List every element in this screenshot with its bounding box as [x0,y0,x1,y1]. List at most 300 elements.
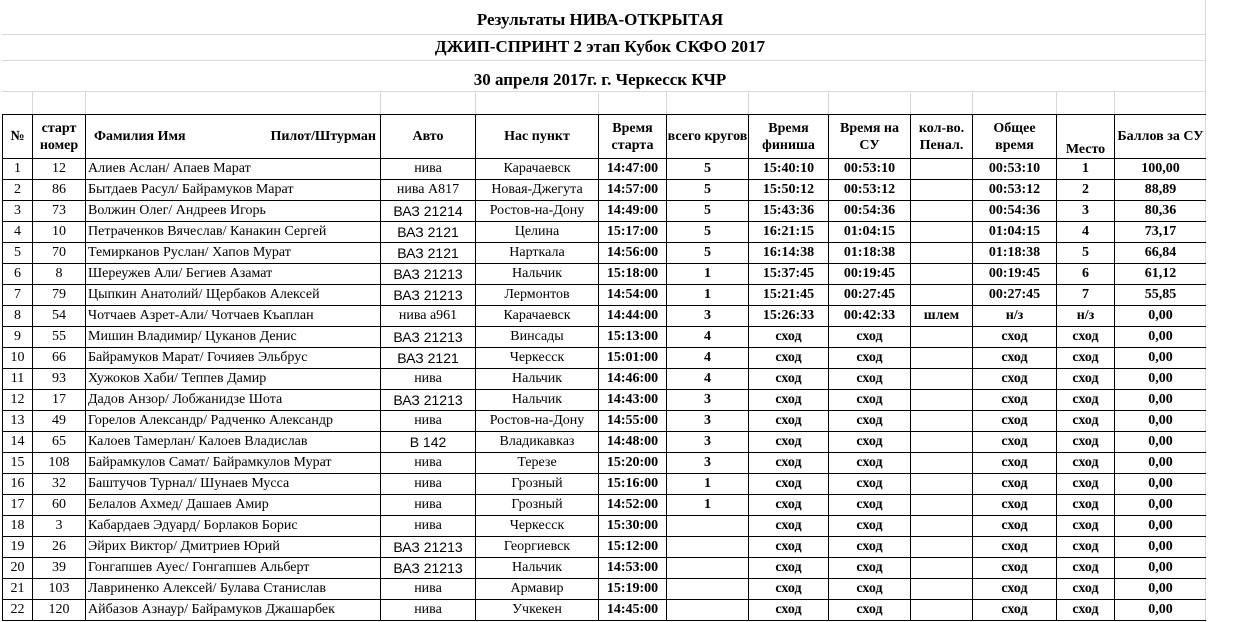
start-time-cell: 15:30:00 [599,516,667,537]
city-cell: Карачаевск [476,306,599,327]
results-title: Результаты НИВА-ОТКРЫТАЯ [476,10,724,29]
city-cell: Нарткала [476,243,599,264]
grid-line [748,92,749,114]
start-time-cell: 14:43:00 [599,390,667,411]
place-cell: сход [1057,600,1115,621]
row-number-cell: 4 [3,222,33,243]
total-time-cell: 00:53:10 [973,159,1057,180]
start-time-cell: 14:54:00 [599,285,667,306]
city-cell: Лермонтов [476,285,599,306]
start-number-cell: 65 [33,432,86,453]
total-time-cell: 00:53:12 [973,180,1057,201]
place-cell: сход [1057,348,1115,369]
start-time-cell: 14:44:00 [599,306,667,327]
start-number-cell: 93 [33,369,86,390]
points-cell: 0,00 [1115,453,1207,474]
place-cell: сход [1057,537,1115,558]
su-time-cell: 00:53:10 [829,159,911,180]
su-time-cell: сход [829,411,911,432]
su-time-cell: сход [829,600,911,621]
grid-line [32,92,33,114]
table-row [3,516,1207,537]
start-time-cell: 15:19:00 [599,579,667,600]
penalties-cell [911,600,973,621]
car-cell: В 142 [381,432,476,453]
su-time-cell: сход [829,453,911,474]
total-time-cell: сход [973,474,1057,495]
car-cell: нива А817 [381,180,476,201]
crew-name-cell: Кабардаев Эдуард/ Борлаков Борис [86,516,381,537]
penalties-cell [911,369,973,390]
finish-time-cell: 16:14:38 [749,243,829,264]
laps-cell: 3 [667,411,749,432]
laps-cell: 5 [667,180,749,201]
finish-time-cell: сход [749,432,829,453]
penalties-cell [911,159,973,180]
finish-time-cell: сход [749,453,829,474]
total-time-cell: сход [973,537,1057,558]
grid-line [475,92,476,114]
start-number-cell: 120 [33,600,86,621]
crew-name-cell: Цыпкин Анатолий/ Щербаков Алексей [86,285,381,306]
place-cell: сход [1057,516,1115,537]
row-number-cell: 3 [3,201,33,222]
row-number-cell: 22 [3,600,33,621]
city-cell: Армавир [476,579,599,600]
place-cell: н/з [1057,306,1115,327]
start-time-cell: 14:53:00 [599,558,667,579]
su-time-cell: сход [829,537,911,558]
table-row [3,369,1207,390]
header-penalties [911,115,973,159]
header-num: № [3,115,33,159]
city-cell: Владикавказ [476,432,599,453]
total-time-cell: 00:27:45 [973,285,1057,306]
total-time-cell: сход [973,369,1057,390]
start-number-cell: 54 [33,306,86,327]
row-number-cell: 7 [3,285,33,306]
row-number-cell: 10 [3,348,33,369]
points-cell: 66,84 [1115,243,1207,264]
start-number-cell: 70 [33,243,86,264]
start-number-cell: 12 [33,159,86,180]
crew-name-cell: Волжин Олег/ Андреев Игорь [86,201,381,222]
grid-line [666,92,667,114]
start-number-cell: 10 [33,222,86,243]
penalties-cell [911,264,973,285]
laps-cell [667,558,749,579]
place-cell: сход [1057,558,1115,579]
laps-cell: 5 [667,159,749,180]
crew-name-cell: Айбазов Азнаур/ Байрамуков Джашарбек [86,600,381,621]
points-cell: 0,00 [1115,432,1207,453]
start-number-cell: 103 [33,579,86,600]
title-row-1 [2,0,1206,35]
car-cell: нива а961 [381,306,476,327]
start-number-cell: 55 [33,327,86,348]
finish-time-cell: сход [749,495,829,516]
table-row [3,285,1207,306]
points-cell: 0,00 [1115,327,1207,348]
su-time-cell: сход [829,327,911,348]
start-time-cell: 14:57:00 [599,180,667,201]
start-number-cell: 8 [33,264,86,285]
laps-cell: 5 [667,243,749,264]
results-table [2,114,1206,621]
finish-time-cell: сход [749,579,829,600]
finish-time-cell: сход [749,600,829,621]
table-row [3,558,1207,579]
place-cell: сход [1057,453,1115,474]
start-number-cell: 86 [33,180,86,201]
header-laps-label: всего кругов [667,129,748,144]
start-number-cell: 79 [33,285,86,306]
crew-name-cell: Байрамуков Марат/ Гочияев Эльбрус [86,348,381,369]
points-cell: 0,00 [1115,369,1207,390]
table-row [3,495,1207,516]
car-cell: нива [381,516,476,537]
start-time-cell: 14:47:00 [599,159,667,180]
place-cell: сход [1057,411,1115,432]
start-number-cell: 32 [33,474,86,495]
grid-line [1114,92,1115,114]
grid-line [972,92,973,114]
laps-cell: 3 [667,390,749,411]
points-cell: 80,36 [1115,201,1207,222]
crew-name-cell: Дадов Анзор/ Лобжанидзе Шота [86,390,381,411]
city-cell: Ростов-на-Дону [476,411,599,432]
header-name-label: Фамилия Имя [94,129,186,144]
table-row [3,453,1207,474]
car-cell: ВАЗ 21213 [381,264,476,285]
crew-name-cell: Гонгапшев Ауес/ Гонгапшев Альберт [86,558,381,579]
start-number-cell: 66 [33,348,86,369]
total-time-cell: сход [973,432,1057,453]
penalties-cell [911,411,973,432]
total-time-cell: 00:54:36 [973,201,1057,222]
header-finish-time [749,115,829,159]
finish-time-cell: сход [749,558,829,579]
su-time-cell: 00:53:12 [829,180,911,201]
header-su-time-label: Время на СУ [839,120,899,153]
points-cell: 0,00 [1115,390,1207,411]
crew-name-cell: Алиев Аслан/ Апаев Марат [86,159,381,180]
place-cell: 7 [1057,285,1115,306]
car-cell: нива [381,495,476,516]
crew-name-cell: Горелов Александр/ Радченко Александр [86,411,381,432]
place-cell: сход [1057,327,1115,348]
place-cell: сход [1057,369,1115,390]
laps-cell: 1 [667,474,749,495]
header-city: Нас пункт [476,115,599,159]
crew-name-cell: Баштучов Турнал/ Шунаев Мусса [86,474,381,495]
start-number-cell: 49 [33,411,86,432]
points-cell: 55,85 [1115,285,1207,306]
table-row [3,327,1207,348]
su-time-cell: сход [829,432,911,453]
penalties-cell: шлем [911,306,973,327]
start-number-cell: 3 [33,516,86,537]
row-number-cell: 5 [3,243,33,264]
start-time-cell: 15:01:00 [599,348,667,369]
header-points-label: Баллов за СУ [1117,129,1204,144]
place-cell: 5 [1057,243,1115,264]
penalties-cell [911,285,973,306]
su-time-cell: 00:54:36 [829,201,911,222]
penalties-cell [911,537,973,558]
start-number-cell: 39 [33,558,86,579]
header-laps [667,115,749,159]
laps-cell: 3 [667,306,749,327]
su-time-cell: 01:18:38 [829,243,911,264]
header-su-time [829,115,911,159]
table-row [3,201,1207,222]
header-total-time [973,115,1057,159]
start-time-cell: 14:55:00 [599,411,667,432]
total-time-cell: сход [973,411,1057,432]
su-time-cell: сход [829,558,911,579]
city-cell: Ростов-на-Дону [476,201,599,222]
su-time-cell: сход [829,516,911,537]
points-cell: 61,12 [1115,264,1207,285]
su-time-cell: 00:27:45 [829,285,911,306]
finish-time-cell: 16:21:15 [749,222,829,243]
start-time-cell: 15:20:00 [599,453,667,474]
header-start-number-label: старт номер [39,120,79,153]
su-time-cell: сход [829,348,911,369]
points-cell: 0,00 [1115,537,1207,558]
header-points [1115,115,1207,159]
total-time-cell: сход [973,579,1057,600]
car-cell: нива [381,600,476,621]
row-number-cell: 6 [3,264,33,285]
car-cell: нива [381,411,476,432]
laps-cell: 5 [667,222,749,243]
penalties-cell [911,348,973,369]
title-row-3 [2,61,1206,92]
su-time-cell: 01:04:15 [829,222,911,243]
penalties-cell [911,222,973,243]
row-number-cell: 13 [3,411,33,432]
points-cell: 0,00 [1115,348,1207,369]
row-number-cell: 20 [3,558,33,579]
title-row-2 [2,35,1206,61]
place-cell: сход [1057,474,1115,495]
header-start-number [33,115,86,159]
city-cell: Нальчик [476,558,599,579]
finish-time-cell: 15:40:10 [749,159,829,180]
finish-time-cell: сход [749,516,829,537]
car-cell: нива [381,474,476,495]
crew-name-cell: Калоев Тамерлан/ Калоев Владислав [86,432,381,453]
laps-cell: 1 [667,285,749,306]
row-number-cell: 14 [3,432,33,453]
su-time-cell: 00:19:45 [829,264,911,285]
table-row [3,180,1207,201]
laps-cell: 1 [667,264,749,285]
su-time-cell: 00:42:33 [829,306,911,327]
start-time-cell: 14:46:00 [599,369,667,390]
city-cell: Нальчик [476,264,599,285]
row-number-cell: 12 [3,390,33,411]
penalties-cell [911,453,973,474]
car-cell: нива [381,453,476,474]
penalties-cell [911,516,973,537]
penalties-cell [911,201,973,222]
place-cell: сход [1057,432,1115,453]
finish-time-cell: сход [749,390,829,411]
points-cell: 0,00 [1115,516,1207,537]
table-row [3,159,1207,180]
crew-name-cell: Байрамкулов Самат/ Байрамкулов Мурат [86,453,381,474]
start-time-cell: 14:45:00 [599,600,667,621]
row-number-cell: 15 [3,453,33,474]
total-time-cell: сход [973,453,1057,474]
city-cell: Карачаевск [476,159,599,180]
penalties-cell [911,243,973,264]
table-row [3,348,1207,369]
city-cell: Целина [476,222,599,243]
laps-cell [667,600,749,621]
total-time-cell: 01:04:15 [973,222,1057,243]
total-time-cell: сход [973,390,1057,411]
city-cell: Черкесск [476,516,599,537]
row-number-cell: 9 [3,327,33,348]
city-cell: Терезе [476,453,599,474]
spreadsheet [2,0,1206,622]
laps-cell: 4 [667,348,749,369]
start-number-cell: 26 [33,537,86,558]
city-cell: Новая-Джегута [476,180,599,201]
city-cell: Учкекен [476,600,599,621]
row-number-cell: 19 [3,537,33,558]
start-time-cell: 15:16:00 [599,474,667,495]
row-number-cell: 2 [3,180,33,201]
su-time-cell: сход [829,390,911,411]
city-cell: Грозный [476,495,599,516]
car-cell: ВАЗ 21213 [381,327,476,348]
finish-time-cell: сход [749,537,829,558]
su-time-cell: сход [829,495,911,516]
crew-name-cell: Чотчаев Азрет-Али/ Чотчаев Къаплан [86,306,381,327]
row-number-cell: 8 [3,306,33,327]
crew-name-cell: Петраченков Вячеслав/ Канакин Сергей [86,222,381,243]
table-row [3,411,1207,432]
laps-cell: 1 [667,495,749,516]
header-role-label: Пилот/Штурман [270,129,376,144]
header-name [86,115,381,159]
table-row [3,243,1207,264]
grid-line [85,92,86,114]
grid-line [828,92,829,114]
row-number-cell: 11 [3,369,33,390]
start-time-cell: 14:48:00 [599,432,667,453]
header-start-time-label: Время старта [611,120,654,153]
total-time-cell: сход [973,516,1057,537]
crew-name-cell: Белалов Ахмед/ Дашаев Амир [86,495,381,516]
laps-cell [667,516,749,537]
total-time-cell: сход [973,327,1057,348]
start-time-cell: 15:18:00 [599,264,667,285]
su-time-cell: сход [829,474,911,495]
city-cell: Грозный [476,474,599,495]
crew-name-cell: Хужоков Хаби/ Теппев Дамир [86,369,381,390]
penalties-cell [911,579,973,600]
points-cell: 0,00 [1115,495,1207,516]
table-row [3,537,1207,558]
total-time-cell: сход [973,348,1057,369]
crew-name-cell: Эйрих Виктор/ Дмитриев Юрий [86,537,381,558]
points-cell: 0,00 [1115,558,1207,579]
row-number-cell: 17 [3,495,33,516]
car-cell: ВАЗ 21214 [381,201,476,222]
header-place [1057,115,1115,159]
table-row [3,579,1207,600]
total-time-cell: сход [973,600,1057,621]
header-penalties-label: кол-во. Пенал. [918,120,965,153]
car-cell: нива [381,159,476,180]
table-row [3,222,1207,243]
laps-cell: 5 [667,201,749,222]
points-cell: 0,00 [1115,306,1207,327]
city-cell: Нальчик [476,369,599,390]
finish-time-cell: 15:43:36 [749,201,829,222]
header-start-time [599,115,667,159]
crew-name-cell: Лавриненко Алексей/ Булава Станислав [86,579,381,600]
penalties-cell [911,390,973,411]
su-time-cell: сход [829,369,911,390]
table-row [3,264,1207,285]
table-header-row [3,115,1207,159]
place-cell: сход [1057,495,1115,516]
table-row [3,600,1207,621]
row-number-cell: 1 [3,159,33,180]
car-cell: нива [381,369,476,390]
city-cell: Нальчик [476,390,599,411]
start-time-cell: 14:49:00 [599,201,667,222]
start-time-cell: 15:12:00 [599,537,667,558]
place-cell: сход [1057,390,1115,411]
car-cell: ВАЗ 21213 [381,390,476,411]
city-cell: Винсады [476,327,599,348]
crew-name-cell: Бытдаев Расул/ Байрамуков Марат [86,180,381,201]
total-time-cell: н/з [973,306,1057,327]
finish-time-cell: сход [749,369,829,390]
finish-time-cell: 15:26:33 [749,306,829,327]
car-cell: нива [381,579,476,600]
penalties-cell [911,495,973,516]
laps-cell [667,579,749,600]
event-date-place: 30 апреля 2017г. г. Черкесск КЧР [473,70,727,89]
penalties-cell [911,474,973,495]
row-number-cell: 21 [3,579,33,600]
crew-name-cell: Темирканов Руслан/ Хапов Мурат [86,243,381,264]
start-number-cell: 60 [33,495,86,516]
city-cell: Черкесск [476,348,599,369]
table-row [3,432,1207,453]
total-time-cell: сход [973,558,1057,579]
place-cell: сход [1057,579,1115,600]
start-time-cell: 14:52:00 [599,495,667,516]
finish-time-cell: 15:21:45 [749,285,829,306]
points-cell: 100,00 [1115,159,1207,180]
car-cell: ВАЗ 21213 [381,285,476,306]
table-row [3,474,1207,495]
city-cell: Георгиевск [476,537,599,558]
finish-time-cell: 15:50:12 [749,180,829,201]
event-title: ДЖИП-СПРИНТ 2 этап Кубок СКФО 2017 [434,37,766,56]
row-number-cell: 16 [3,474,33,495]
